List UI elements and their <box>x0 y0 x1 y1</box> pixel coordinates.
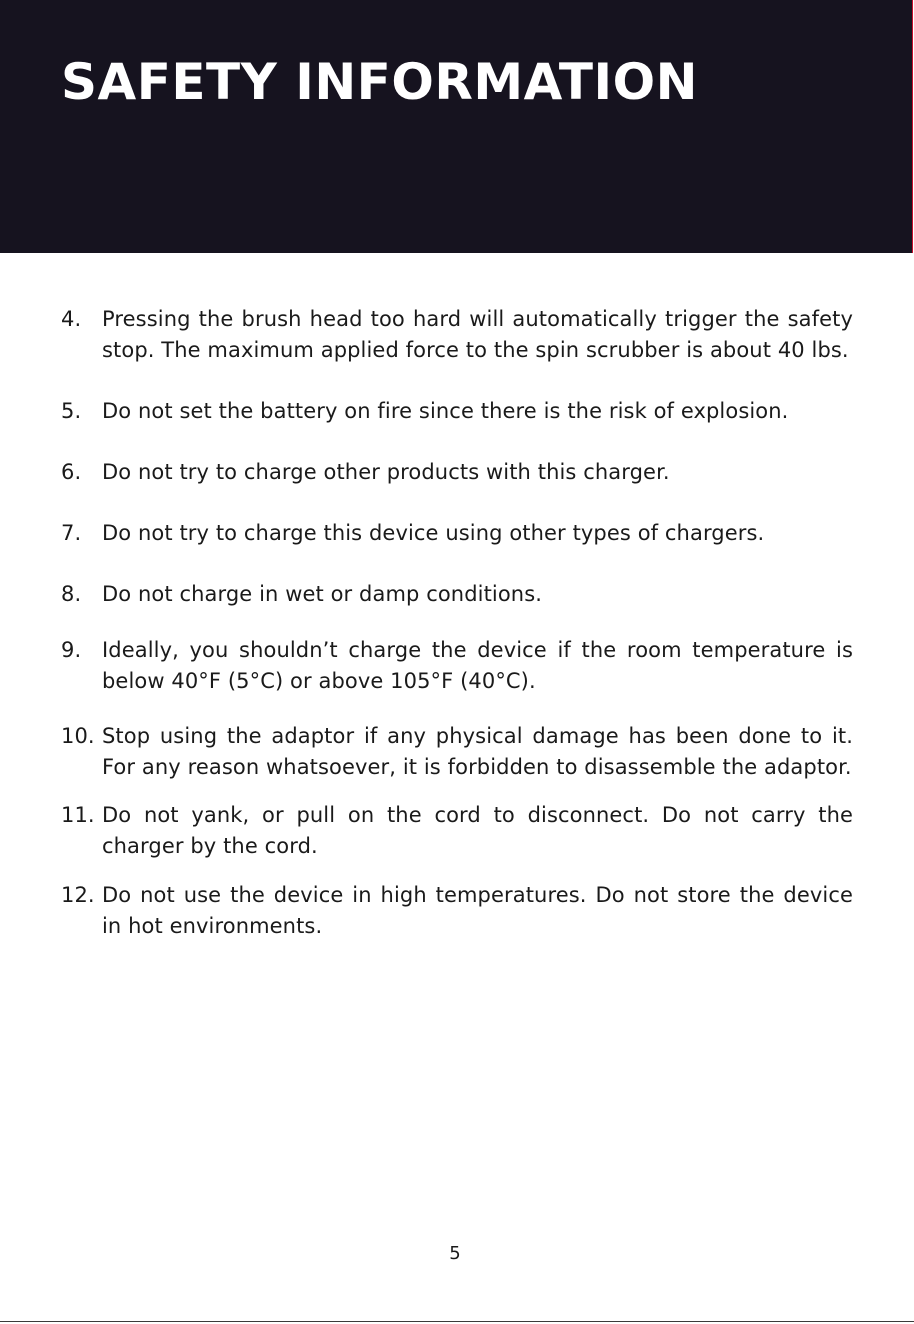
item-number: 6. <box>61 460 82 484</box>
item-number: 12. <box>61 883 95 907</box>
page-title: SAFETY INFORMATION <box>61 53 698 111</box>
list-item <box>61 635 853 697</box>
bottom-rule <box>0 1321 914 1322</box>
list-item <box>61 518 853 549</box>
item-text: Do not set the battery on fire since there is the risk of explosion. <box>102 399 789 423</box>
page-number: 5 <box>449 1243 461 1264</box>
list-item <box>61 304 853 366</box>
safety-list <box>61 304 853 942</box>
item-number: 11. <box>61 803 95 827</box>
item-text: Do not try to charge this device using other types of chargers. <box>102 521 765 545</box>
item-number: 8. <box>61 582 82 606</box>
item-text: Do not yank, or pull on the cord to disconnect. Do not carry the charger by the cord. <box>102 803 853 858</box>
list-item <box>61 457 853 488</box>
item-text: Do not try to charge other products with this charger. <box>102 460 670 484</box>
list-item <box>61 800 853 862</box>
item-number: 10. <box>61 724 95 748</box>
header-edge-accent <box>912 0 913 253</box>
item-text: Do not use the device in high temperatures. Do not store the device in hot environments. <box>102 883 853 938</box>
item-number: 9. <box>61 638 82 662</box>
item-number: 4. <box>61 307 82 331</box>
list-item <box>61 396 853 427</box>
list-item <box>61 579 853 610</box>
item-text: Ideally, you shouldn’t charge the device if the room temperature is below 40°F (5°C) or above 105°F (40°C). <box>102 638 853 693</box>
item-number: 5. <box>61 399 82 423</box>
list-item <box>61 721 853 783</box>
header-banner <box>0 0 913 253</box>
item-number: 7. <box>61 521 82 545</box>
item-text: Pressing the brush head too hard will automatically trigger the safety stop. The maximum applied force to the spin scrubber is about 40 lbs. <box>102 307 853 362</box>
item-text: Stop using the adaptor if any physical damage has been done to it. For any reason whatsoever, it is forbidden to disassemble the adaptor. <box>102 724 853 779</box>
item-text: Do not charge in wet or damp conditions. <box>102 582 543 606</box>
list-item <box>61 880 853 942</box>
